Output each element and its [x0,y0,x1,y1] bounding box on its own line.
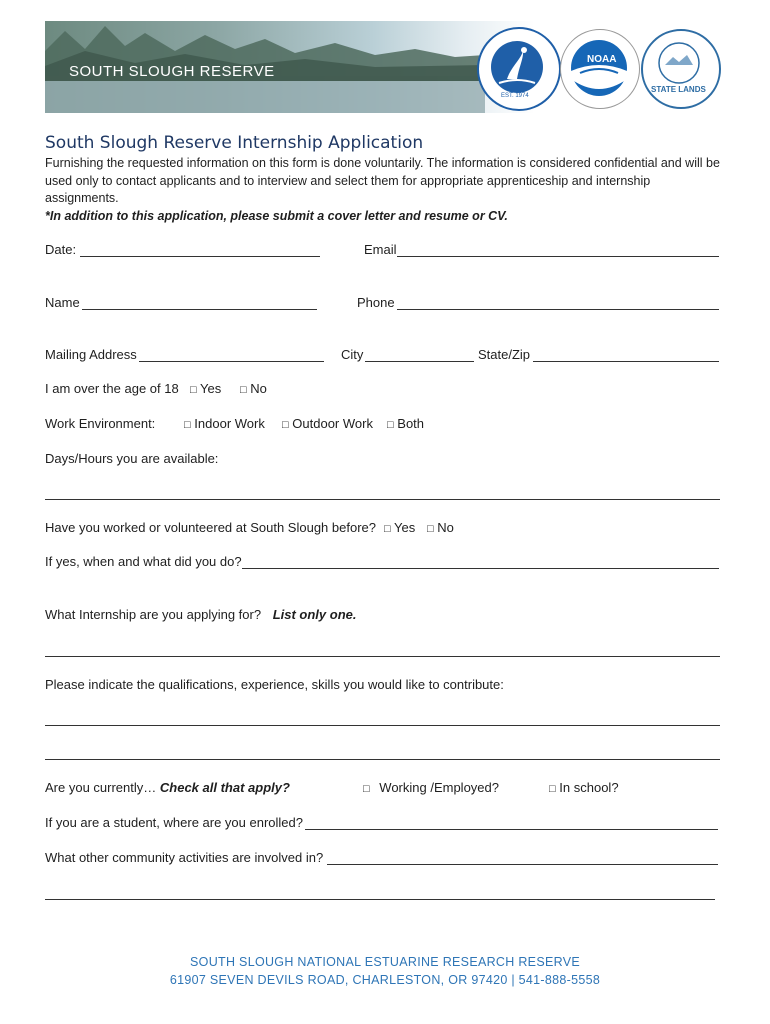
seal-est-text: EST. 1974 [501,93,529,99]
outdoor-checkbox[interactable]: □ [282,419,289,431]
worked-yes-checkbox[interactable]: □ [384,523,391,535]
if-yes-label: If yes, when and what did you do? [45,554,242,569]
noaa-logo-icon [560,29,640,109]
internship-note: List only one. [272,607,357,622]
address-field[interactable] [139,361,324,362]
footer-line-1: SOUTH SLOUGH NATIONAL ESTUARINE RESEARCH RESERVE [190,955,580,969]
outdoor-label: Outdoor Work [292,416,373,431]
internship-label [45,607,357,623]
oregon-state-lands-icon [641,29,721,109]
worked-before-label: Have you worked or volunteered at South Slough before? [45,520,376,535]
noaa-text: NOAA [587,54,617,65]
working-label: Working /Employed? [379,780,499,795]
date-field[interactable] [80,256,320,257]
south-slough-seal-icon [477,27,561,111]
currently-label [45,780,290,796]
banner-title: SOUTH SLOUGH RESERVE [69,63,275,80]
intro-text: Furnishing the requested information on this form is done voluntarily. The information is considered confidential and will be used only to contact applicants and to interview and select them for appropriate apprenticeship and internship assignments. [45,156,720,205]
age-no-label: No [250,381,267,396]
worked-no-label: No [437,520,454,535]
header-banner [45,21,725,113]
city-label: City [341,347,364,362]
date-label: Date: [45,242,77,257]
email-field[interactable] [397,256,719,257]
age-no-option[interactable] [240,381,267,398]
work-env-label: Work Environment: [45,416,156,431]
statezip-field[interactable] [533,361,719,362]
age-yes-checkbox[interactable]: □ [190,384,197,396]
qualifications-field-2[interactable] [45,759,720,760]
community-field[interactable] [327,864,718,865]
in-school-checkbox[interactable]: □ [549,783,556,795]
community-label: What other community activities are involved in? [45,850,324,865]
indoor-label: Indoor Work [194,416,265,431]
student-label: If you are a student, where are you enrolled? [45,815,303,830]
intro-paragraph [45,155,725,225]
city-field[interactable] [365,361,474,362]
age-yes-option[interactable] [190,381,221,398]
age-no-checkbox[interactable]: □ [240,384,247,396]
currently-note: Check all that apply? [159,780,290,795]
working-option[interactable] [363,780,499,797]
footer-line-2: 61907 SEVEN DEVILS ROAD, CHARLESTON, OR 97420 | 541-888-5558 [169,973,601,987]
qualifications-label: Please indicate the qualifications, experience, skills you would like to contribute: [45,677,504,692]
in-school-label: In school? [559,780,619,795]
days-label: Days/Hours you are available: [45,451,219,466]
working-checkbox[interactable]: □ [363,783,370,795]
internship-field[interactable] [45,656,720,657]
address-label: Mailing Address [45,347,137,362]
both-checkbox[interactable]: □ [387,419,394,431]
student-field[interactable] [305,829,718,830]
both-label: Both [397,416,425,431]
phone-field[interactable] [397,309,719,310]
currently-label-text: Are you currently… [45,780,157,795]
worked-no-option[interactable] [427,520,454,537]
community-field-2[interactable] [45,899,715,900]
in-school-option[interactable] [549,780,619,797]
statezip-label: State/Zip [478,347,531,362]
form-title: South Slough Reserve Internship Application [45,133,424,153]
internship-label-text: What Internship are you applying for? [45,607,262,622]
worked-no-checkbox[interactable]: □ [427,523,434,535]
worked-yes-option[interactable] [384,520,415,537]
both-option[interactable] [387,416,424,433]
email-label: Email [364,242,397,257]
indoor-option[interactable] [184,416,265,433]
phone-label: Phone [357,295,395,310]
if-yes-field[interactable] [242,568,719,569]
age-label: I am over the age of 18 [45,381,179,396]
outdoor-option[interactable] [282,416,373,433]
state-lands-text: STATE LANDS [651,85,706,94]
indoor-checkbox[interactable]: □ [184,419,191,431]
name-field[interactable] [82,309,317,310]
intro-note: *In addition to this application, please submit a cover letter and resume or CV. [45,208,508,223]
age-yes-label: Yes [200,381,222,396]
name-label: Name [45,295,80,310]
qualifications-field-1[interactable] [45,725,720,726]
worked-yes-label: Yes [394,520,416,535]
days-field[interactable] [45,499,720,500]
